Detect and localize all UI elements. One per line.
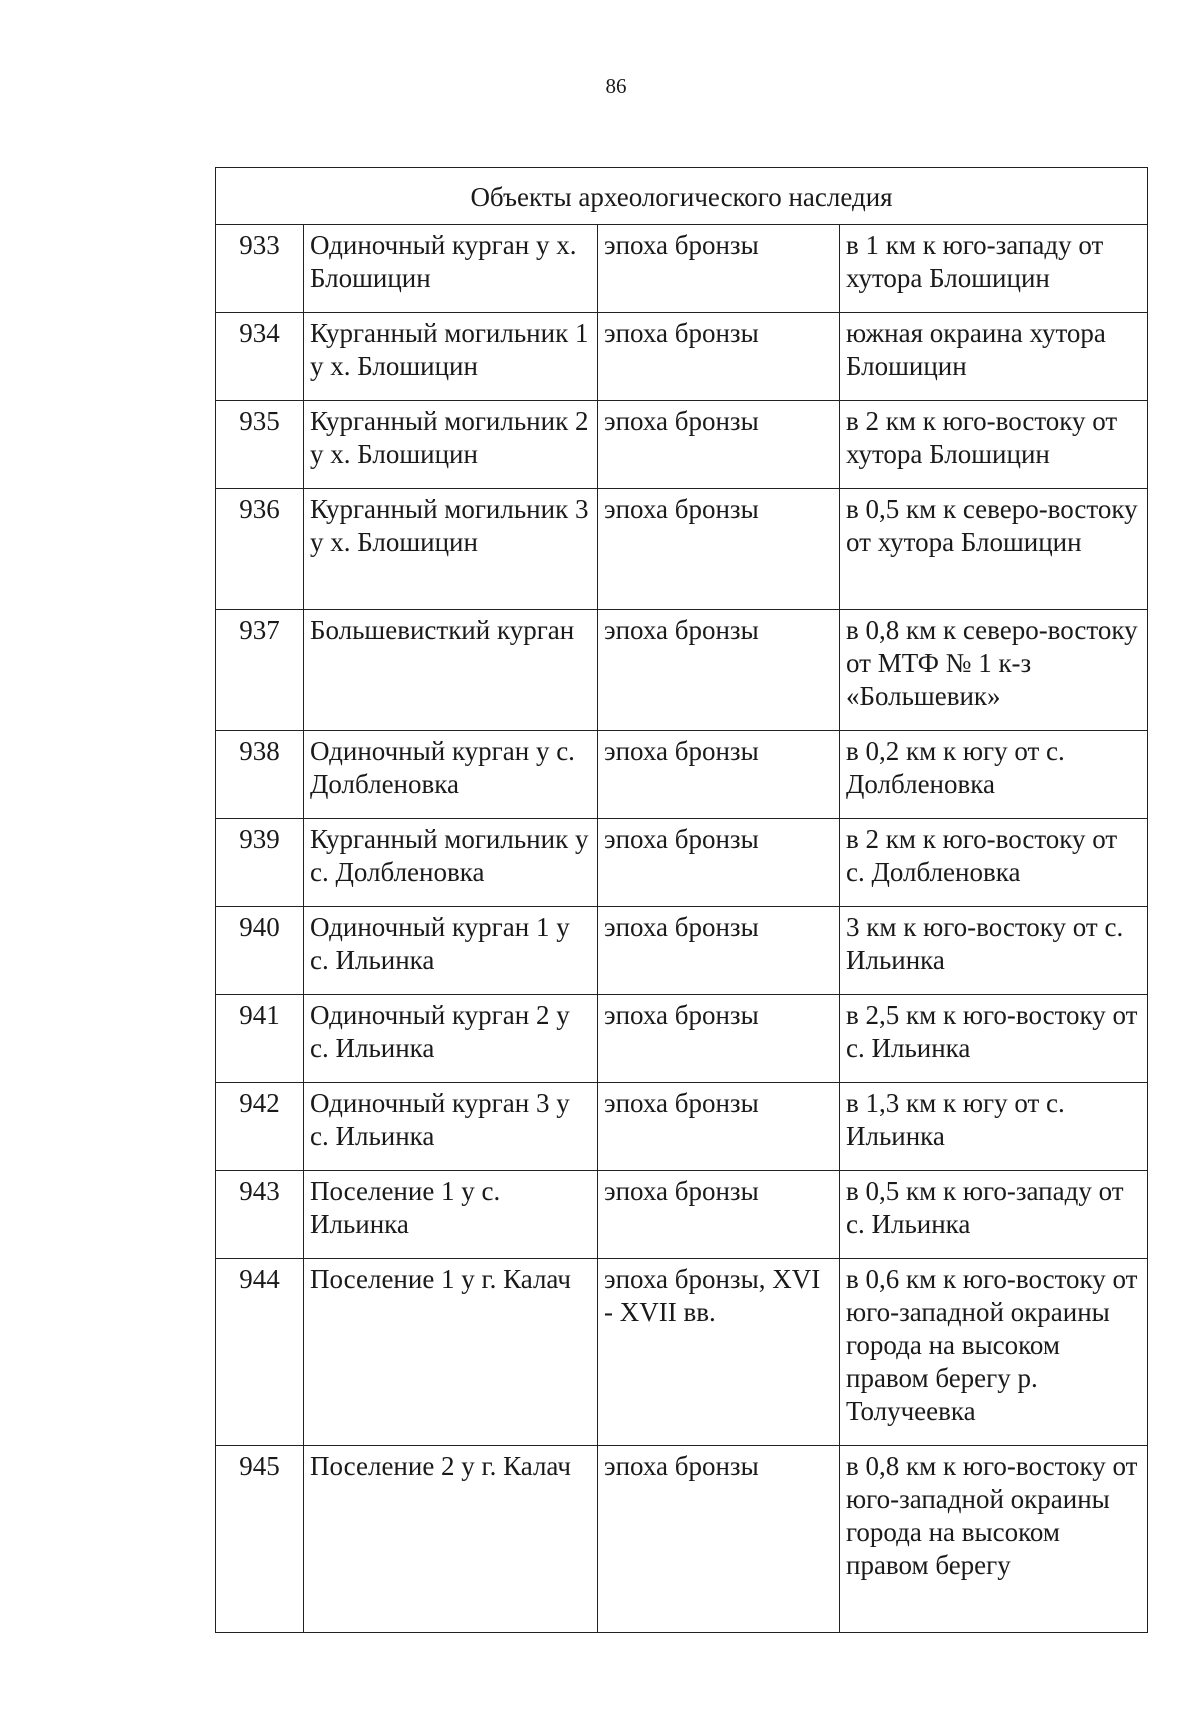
row-number: 933 bbox=[216, 225, 304, 313]
object-epoch: эпоха бронзы bbox=[598, 401, 840, 489]
table-row bbox=[216, 819, 1148, 907]
table-row bbox=[216, 610, 1148, 731]
object-location: южная окраина хутора Блошицин bbox=[840, 313, 1148, 401]
object-epoch: эпоха бронзы bbox=[598, 1083, 840, 1171]
row-number: 945 bbox=[216, 1446, 304, 1633]
object-name: Одиночный курган у х. Блошицин bbox=[304, 225, 598, 313]
object-name: Поселение 2 у г. Калач bbox=[304, 1446, 598, 1633]
table-row bbox=[216, 1446, 1148, 1633]
object-name: Курганный могильник 1 у х. Блошицин bbox=[304, 313, 598, 401]
row-number: 937 bbox=[216, 610, 304, 731]
object-location: в 0,5 км к юго-западу от с. Ильинка bbox=[840, 1171, 1148, 1259]
object-name: Одиночный курган 1 у с. Ильинка bbox=[304, 907, 598, 995]
object-location: в 2,5 км к юго-востоку от с. Ильинка bbox=[840, 995, 1148, 1083]
table-row bbox=[216, 995, 1148, 1083]
table-row bbox=[216, 225, 1148, 313]
row-number: 935 bbox=[216, 401, 304, 489]
object-name: Курганный могильник 3 у х. Блошицин bbox=[304, 489, 598, 610]
object-name: Одиночный курган 3 у с. Ильинка bbox=[304, 1083, 598, 1171]
table-title: Объекты археологического наследия bbox=[216, 168, 1148, 225]
object-location: в 0,6 км к юго-востоку от юго-западной окраины города на высоком правом берегу р. Толучеевка bbox=[840, 1259, 1148, 1446]
object-name: Поселение 1 у с. Ильинка bbox=[304, 1171, 598, 1259]
object-epoch: эпоха бронзы bbox=[598, 610, 840, 731]
object-location: в 1 км к юго-западу от хутора Блошицин bbox=[840, 225, 1148, 313]
row-number: 938 bbox=[216, 731, 304, 819]
table-row bbox=[216, 1259, 1148, 1446]
object-epoch: эпоха бронзы, XVI - XVII вв. bbox=[598, 1259, 840, 1446]
heritage-table bbox=[215, 167, 1148, 1633]
row-number: 940 bbox=[216, 907, 304, 995]
row-number: 939 bbox=[216, 819, 304, 907]
object-location: 3 км к юго-востоку от с. Ильинка bbox=[840, 907, 1148, 995]
row-number: 941 bbox=[216, 995, 304, 1083]
row-number: 936 bbox=[216, 489, 304, 610]
table-row bbox=[216, 489, 1148, 610]
object-epoch: эпоха бронзы bbox=[598, 489, 840, 610]
object-name: Поселение 1 у г. Калач bbox=[304, 1259, 598, 1446]
object-epoch: эпоха бронзы bbox=[598, 225, 840, 313]
object-location: в 0,5 км к северо-востоку от хутора Блошицин bbox=[840, 489, 1148, 610]
object-epoch: эпоха бронзы bbox=[598, 731, 840, 819]
table-row bbox=[216, 907, 1148, 995]
object-name: Курганный могильник 2 у х. Блошицин bbox=[304, 401, 598, 489]
object-location: в 0,2 км к югу от с. Долбленовка bbox=[840, 731, 1148, 819]
object-epoch: эпоха бронзы bbox=[598, 1171, 840, 1259]
object-epoch: эпоха бронзы bbox=[598, 995, 840, 1083]
object-location: в 2 км к юго-востоку от с. Долбленовка bbox=[840, 819, 1148, 907]
row-number: 942 bbox=[216, 1083, 304, 1171]
row-number: 934 bbox=[216, 313, 304, 401]
object-name: Одиночный курган 2 у с. Ильинка bbox=[304, 995, 598, 1083]
object-epoch: эпоха бронзы bbox=[598, 907, 840, 995]
object-name: Большевисткий курган bbox=[304, 610, 598, 731]
object-epoch: эпоха бронзы bbox=[598, 313, 840, 401]
object-location: в 1,3 км к югу от с. Ильинка bbox=[840, 1083, 1148, 1171]
object-epoch: эпоха бронзы bbox=[598, 819, 840, 907]
table-row bbox=[216, 401, 1148, 489]
row-number: 943 bbox=[216, 1171, 304, 1259]
table-title-row bbox=[216, 168, 1148, 225]
object-name: Одиночный курган у с. Долбленовка bbox=[304, 731, 598, 819]
object-location: в 0,8 км к северо-востоку от МТФ № 1 к-з «Большевик» bbox=[840, 610, 1148, 731]
object-location: в 0,8 км к юго-востоку от юго-западной окраины города на высоком правом берегу bbox=[840, 1446, 1148, 1633]
table-row bbox=[216, 1083, 1148, 1171]
object-epoch: эпоха бронзы bbox=[598, 1446, 840, 1633]
table-row bbox=[216, 1171, 1148, 1259]
object-name: Курганный могильник у с. Долбленовка bbox=[304, 819, 598, 907]
table-row bbox=[216, 313, 1148, 401]
page-number: 86 bbox=[605, 74, 627, 98]
object-location: в 2 км к юго-востоку от хутора Блошицин bbox=[840, 401, 1148, 489]
table-row bbox=[216, 731, 1148, 819]
row-number: 944 bbox=[216, 1259, 304, 1446]
